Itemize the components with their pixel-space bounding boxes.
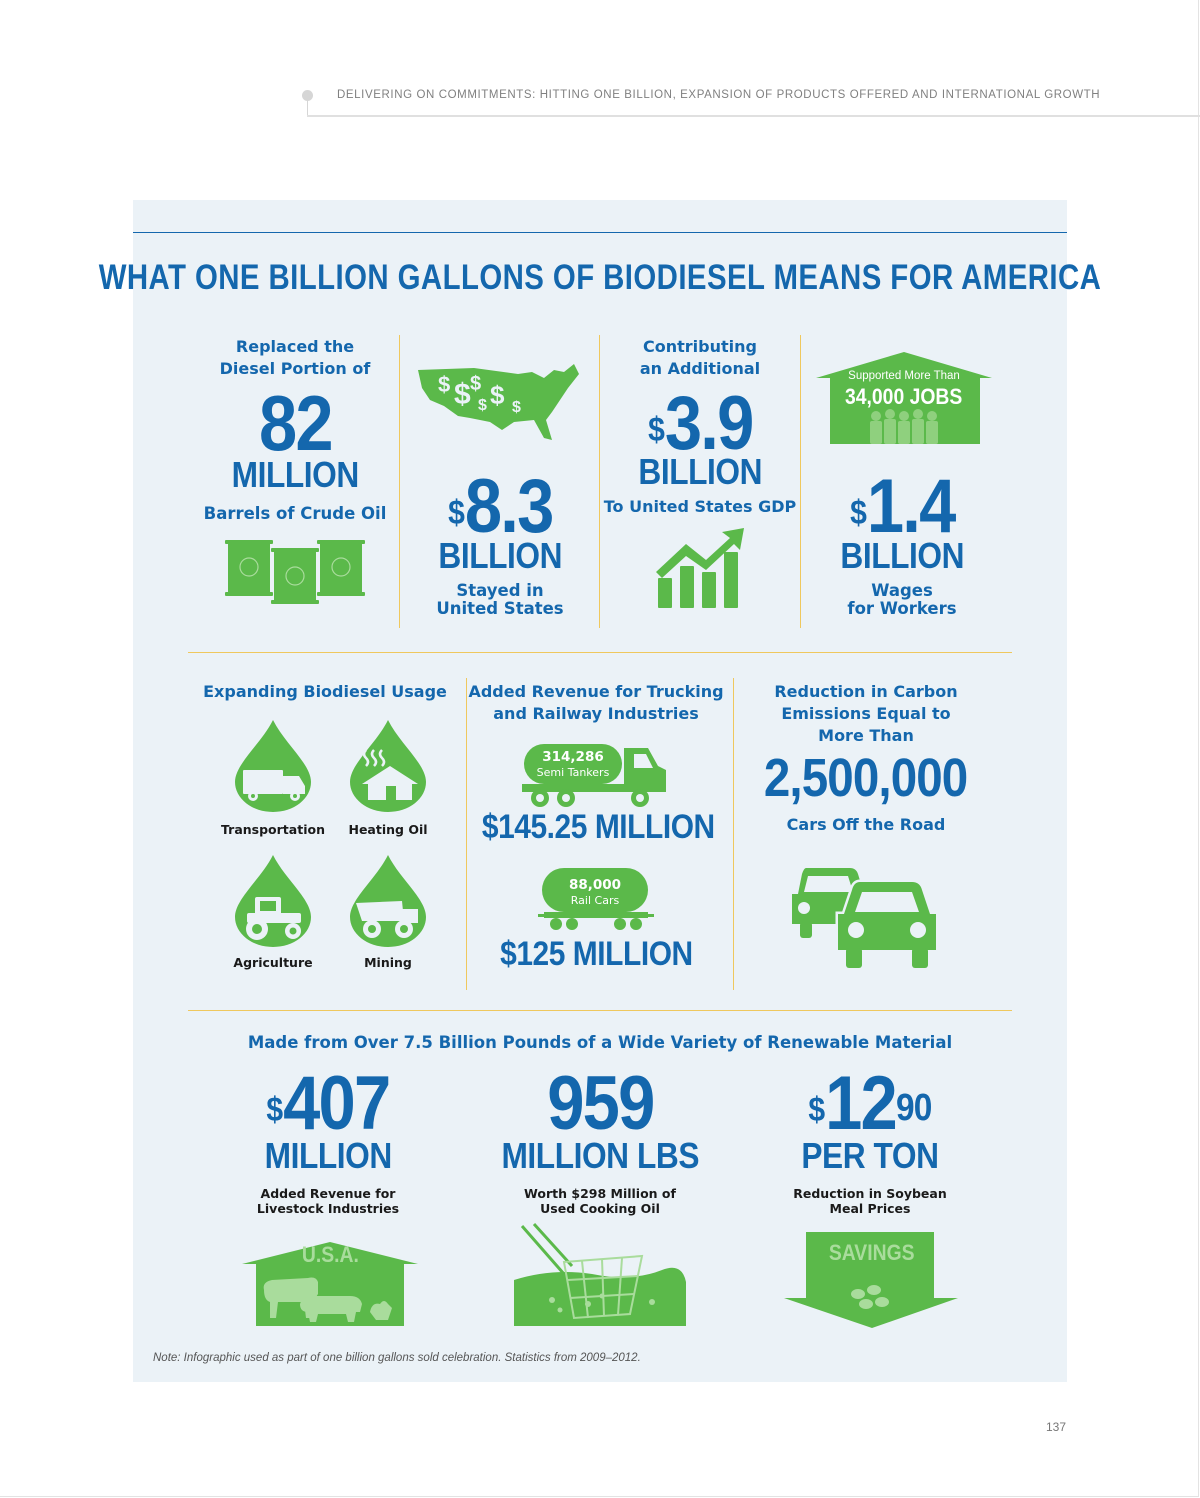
- wages-unit-text: BILLION: [840, 535, 964, 576]
- running-title: DELIVERING ON COMMITMENTS: HITTING ONE BILLION, EXPANSION OF PRODUCTS OFFERED AND INTERNATIONAL GROWTH: [337, 89, 1101, 101]
- fryer-basket-icon: [512, 1222, 688, 1328]
- soybean-currency: $: [808, 1091, 826, 1130]
- cooking-oil-unit-text: MILLION LBS: [501, 1135, 699, 1176]
- header-rule: [307, 115, 1200, 117]
- mining-truck-drop-icon: [350, 855, 426, 947]
- svg-text:$: $: [478, 397, 487, 414]
- rail-count: 88,000: [568, 877, 622, 893]
- wages-caption-line-2: for Workers: [847, 599, 957, 618]
- gdp-caption: To United States GDP: [603, 497, 797, 516]
- jobs-line-2: [816, 384, 992, 410]
- svg-text:$: $: [490, 380, 505, 410]
- tanker-value: [466, 808, 726, 847]
- soybean-unit: [770, 1136, 970, 1176]
- livestock-number: [228, 1062, 428, 1146]
- livestock-currency: $: [266, 1091, 284, 1130]
- truck-drop-icon: [235, 720, 311, 812]
- house-drop-icon: [350, 720, 426, 812]
- usage-title: Expanding Biodiesel Usage: [203, 682, 447, 701]
- gdp-label-line-2: an Additional: [639, 359, 761, 378]
- cars-icon: [790, 864, 942, 970]
- oil-barrels-icon: [225, 536, 365, 608]
- livestock-unit-text: MILLION: [264, 1135, 392, 1176]
- carbon-number: [716, 746, 1016, 810]
- usage-item-label: Mining: [364, 955, 412, 970]
- svg-text:$: $: [454, 378, 471, 411]
- carbon-caption: Cars Off the Road: [786, 815, 946, 834]
- svg-text:$: $: [438, 372, 451, 397]
- usage-item-label: Agriculture: [233, 955, 313, 970]
- carbon-title-line-3: More Than: [818, 726, 914, 745]
- stayed-unit-text: BILLION: [438, 535, 562, 576]
- oil-label-line-1: Replaced the: [235, 337, 355, 356]
- oil-label-line-2: Diesel Portion of: [219, 359, 371, 378]
- gdp-currency: $: [647, 411, 665, 450]
- livestock-caption-line-2: Livestock Industries: [256, 1201, 400, 1216]
- divider: [800, 335, 801, 628]
- cooking-oil-caption-line-1: Worth $298 Million of: [524, 1186, 676, 1201]
- gdp-unit-text: BILLION: [638, 451, 762, 492]
- savings-label: [784, 1240, 960, 1266]
- soybean-number: [770, 1062, 970, 1146]
- carbon-number-value: 2,500,000: [764, 748, 968, 808]
- stayed-number-value: 8.3: [464, 464, 553, 549]
- infographic-title: WHAT ONE BILLION GALLONS OF BIODIESEL MEANS FOR AMERICA: [98, 258, 1102, 297]
- soybean-cents: 90: [896, 1086, 932, 1129]
- stayed-caption-line-2: United States: [436, 599, 564, 618]
- carbon-title-line-1: Reduction in Carbon: [774, 682, 958, 701]
- gdp-number-value: 3.9: [664, 381, 753, 466]
- rail-value-text: $125 MILLION: [499, 935, 693, 973]
- stayed-caption-line-1: Stayed in: [456, 581, 544, 600]
- svg-text:$: $: [470, 373, 482, 395]
- livestock-unit: [228, 1136, 428, 1176]
- revenue-title-line-2: and Railway Industries: [493, 704, 699, 723]
- rail-label: Rail Cars: [570, 894, 620, 907]
- wages-currency: $: [849, 494, 867, 533]
- savings-label-text: SAVINGS: [829, 1240, 915, 1265]
- stayed-unit: [400, 536, 600, 576]
- tanker-count: 314,286: [542, 749, 604, 765]
- tractor-drop-icon: [235, 855, 311, 947]
- oil-unit: [195, 455, 395, 495]
- usage-item-label: Heating Oil: [348, 822, 428, 837]
- wages-number-value: 1.4: [866, 464, 955, 549]
- cooking-oil-caption-line-2: Used Cooking Oil: [540, 1201, 660, 1216]
- divider: [188, 652, 1012, 653]
- footnote: Note: Infographic used as part of one billion gallons sold celebration. Statistics from 2009–2012.: [153, 1352, 641, 1364]
- rail-value: [466, 935, 726, 974]
- header-rule-vertical: [307, 100, 308, 116]
- oil-caption: Barrels of Crude Oil: [203, 504, 387, 523]
- stayed-currency: $: [447, 494, 465, 533]
- livestock-number-value: 407: [283, 1061, 390, 1146]
- carbon-title-line-2: Emissions Equal to: [781, 704, 951, 723]
- cooking-oil-unit: [460, 1136, 740, 1176]
- soybean-caption-line-1: Reduction in Soybean: [793, 1186, 947, 1201]
- oil-number-value: 82: [258, 379, 332, 467]
- tanker-label: Semi Tankers: [536, 766, 610, 779]
- oil-unit-text: MILLION: [231, 454, 359, 495]
- divider: [733, 678, 734, 990]
- usage-item-label: Transportation: [221, 822, 325, 837]
- soybean-number-value: 12: [825, 1061, 897, 1146]
- divider: [188, 1010, 1012, 1011]
- jobs-line-1: Supported More Than: [848, 370, 960, 382]
- barn-label: [242, 1242, 418, 1268]
- barn-label-text: U.S.A.: [301, 1242, 359, 1267]
- soybean-unit-text: PER TON: [801, 1135, 939, 1176]
- gdp-label-line-1: Contributing: [643, 337, 757, 356]
- running-header: [300, 80, 1200, 120]
- materials-title: Made from Over 7.5 Billion Pounds of a Wide Variety of Renewable Material: [247, 1033, 953, 1052]
- panel-top-rule: [133, 232, 1067, 233]
- usa-map-dollars-icon: [414, 360, 582, 442]
- page-number: 137: [1045, 1420, 1066, 1434]
- cooking-oil-number: [460, 1062, 740, 1146]
- jobs-count: 34,000 JOBS: [845, 384, 963, 409]
- tanker-value-text: $145.25 MILLION: [481, 808, 715, 846]
- wages-caption-line-1: Wages: [871, 581, 933, 600]
- soybean-caption-line-2: Meal Prices: [829, 1201, 911, 1216]
- svg-text:$: $: [512, 399, 521, 416]
- growth-chart-icon: [656, 528, 746, 610]
- livestock-caption-line-1: Added Revenue for: [260, 1186, 396, 1201]
- cooking-oil-number-value: 959: [546, 1061, 654, 1146]
- revenue-title-line-1: Added Revenue for Trucking: [468, 682, 724, 701]
- gdp-unit: [600, 452, 800, 492]
- wages-unit: [802, 536, 1002, 576]
